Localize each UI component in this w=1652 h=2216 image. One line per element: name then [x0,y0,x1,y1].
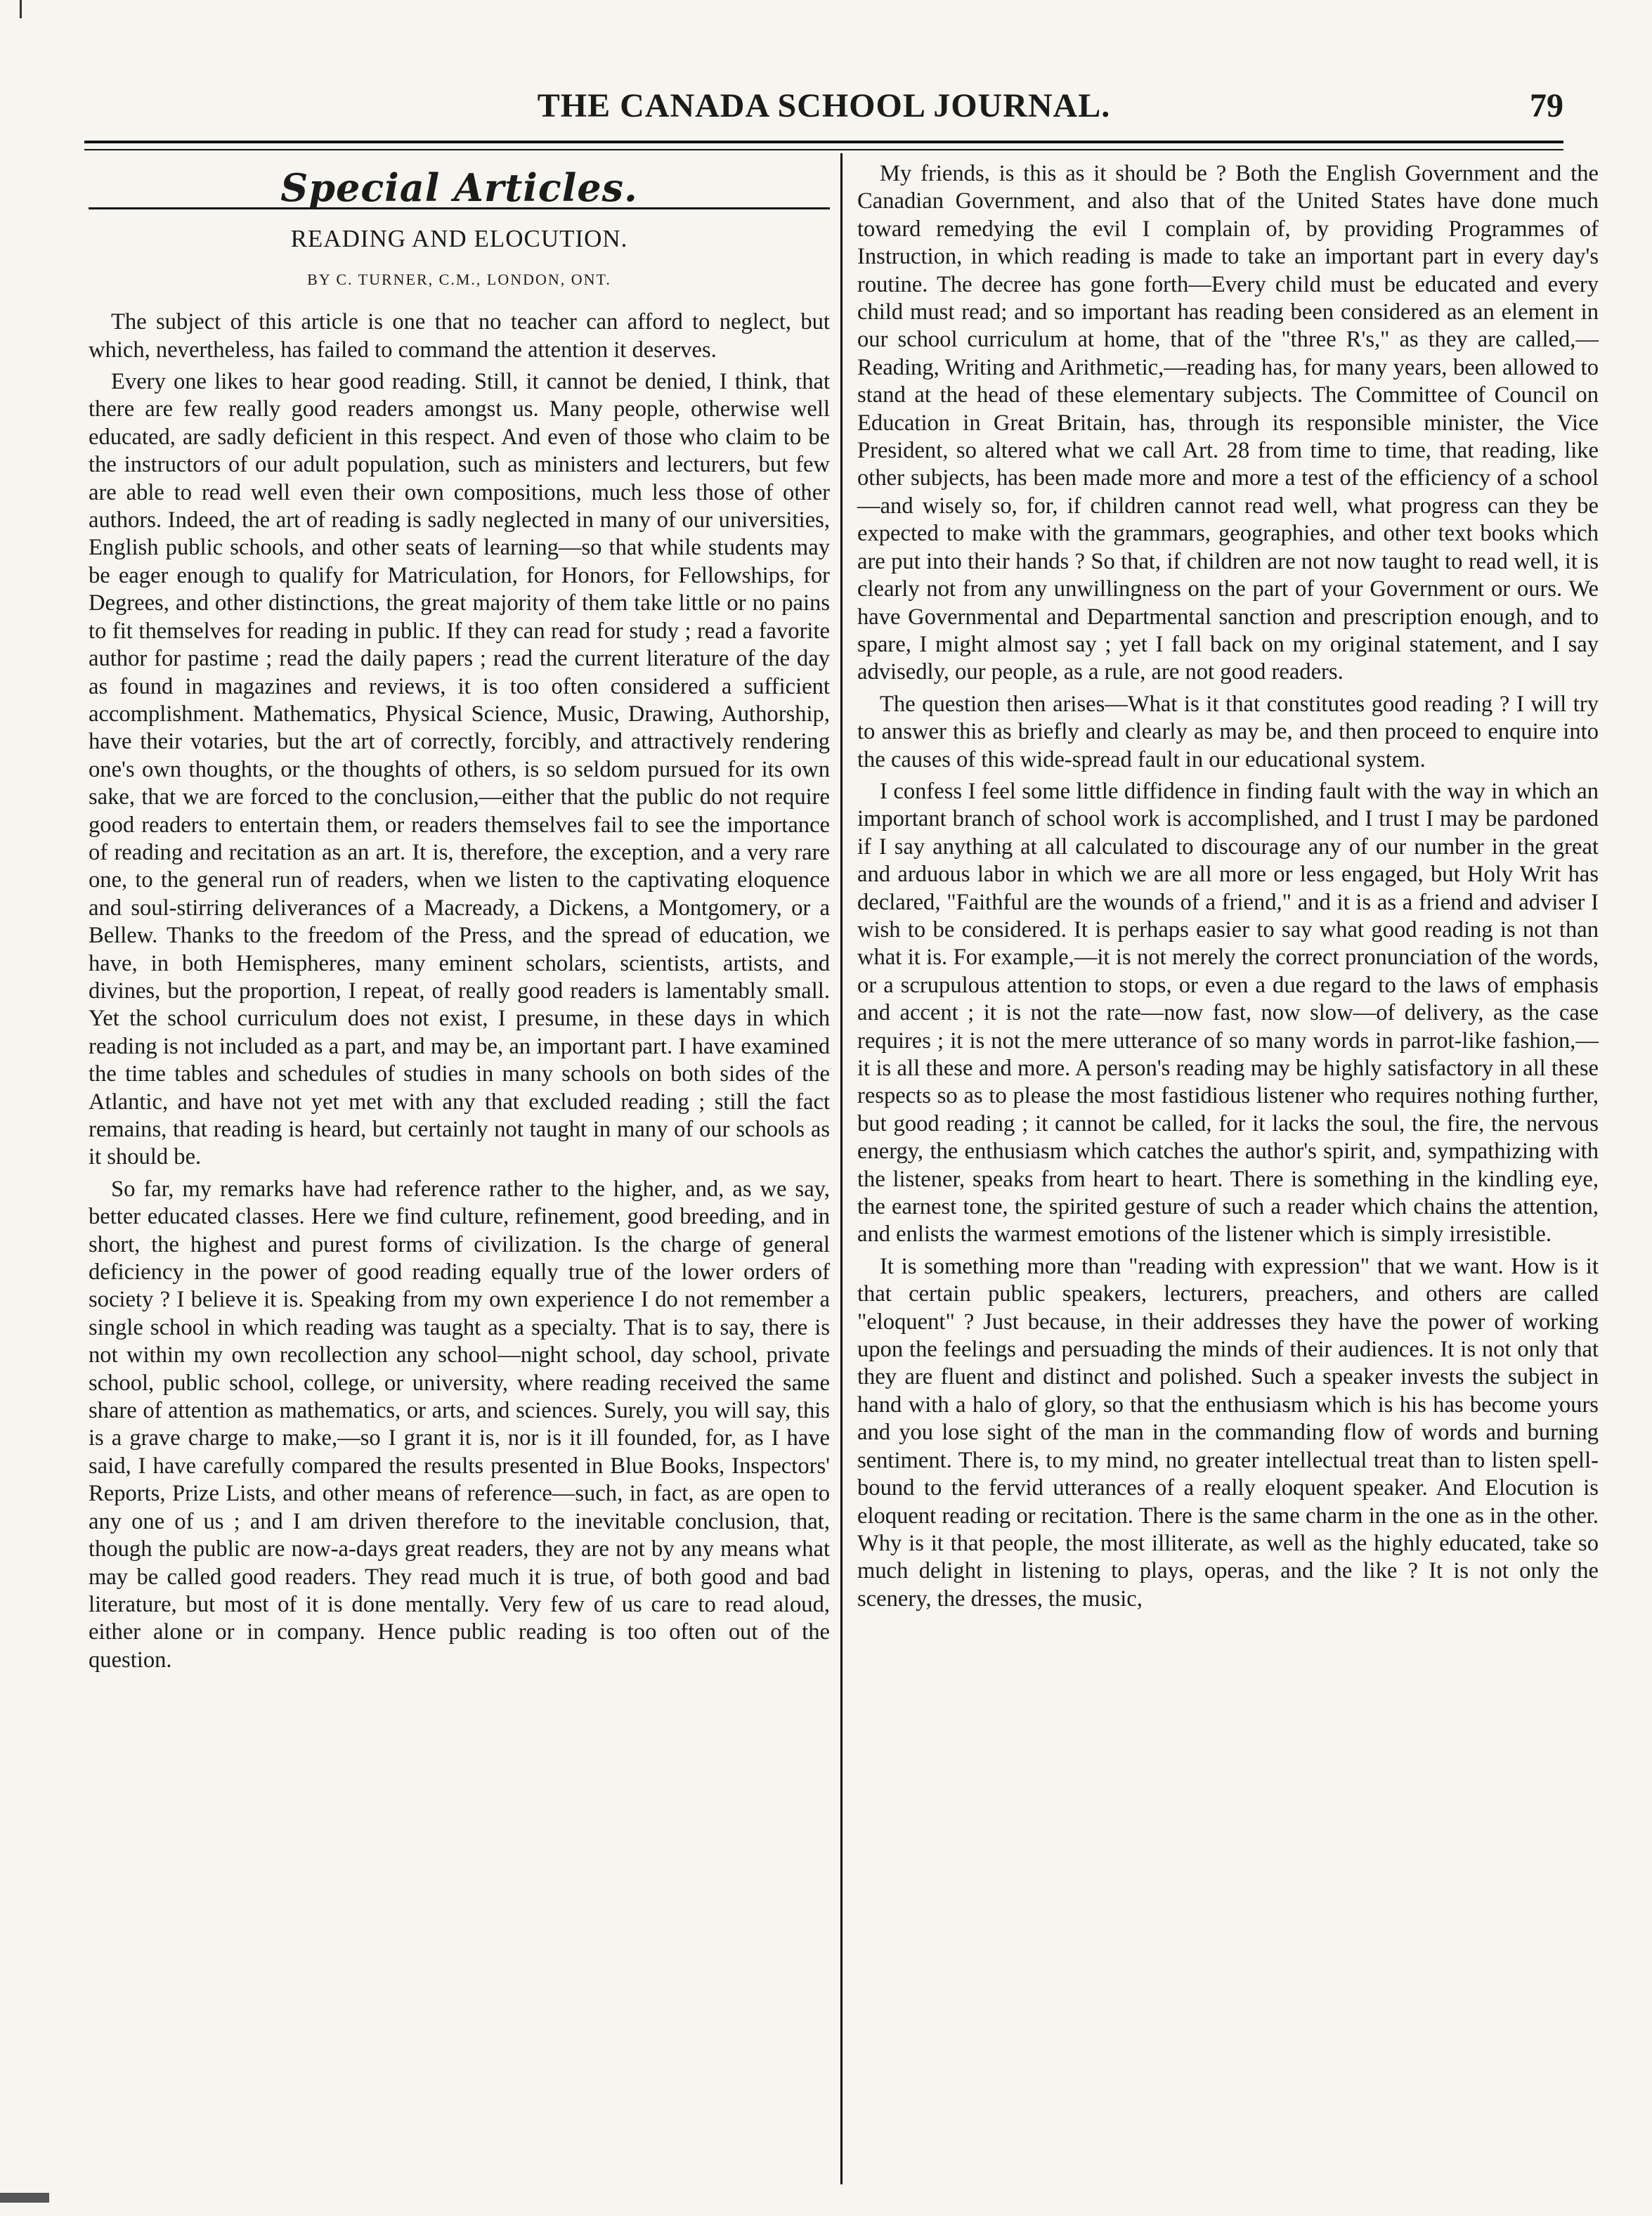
section-title: Special Articles. [280,165,638,210]
paragraph: Every one likes to hear good reading. Still, it cannot be denied, I think, that there are few really good readers amongst us. Many people, otherwise well educated, are sadly deficient in this respect. And even of those who claim to be the instructors of our adult population, such as ministers and lecturers, but few are able to read well even their own compositions, much less those of other authors. Indeed, the art of reading is sadly neglected in many of our universities, English public schools, and other seats of learning—so that while students may be eager enough to qualify for Matriculation, for Honors, for Fellowships, for Degrees, and other distinctions, the great majority of them take little or no pains to fit themselves for reading in public. If they can read for study ; read a favorite author for pastime ; read the daily papers ; read the current literature of the day as found in magazines and reviews, it is too often considered a sufficient accomplishment. Mathematics, Physical Science, Music, Drawing, Authorship, have their votaries, but the art of correctly, forcibly, and attractively rendering one's own thoughts, or the thoughts of others, is so seldom pursued for its own sake, that we are forced to the conclusion,—either that the public do not require good readers to entertain them, or readers themselves fail to see the importance of reading and recitation as an art. It is, therefore, the exception, and a very rare one, to the general run of readers, when we listen to the captivating eloquence and soul-stirring deliverances of a Macready, a Dickens, a Montgomery, or a Bellew. Thanks to the freedom of the Press, and the spread of education, we have, in both Hemispheres, many eminent scholars, scientists, artists, and divines, but the proportion, I repeat, of really good readers is lamentably small. Yet the school curriculum does not exist, I presume, in these days in which reading is not included as a part, and may be, an important part. I have examined the time tables and schedules of studies in many schools on both sides of the Atlantic, and have not yet met with any that excluded reading ; still the fact remains, that reading is heard, but certainly not taught in many of our schools as it should be. [89,369,830,1170]
left-column [89,160,830,1678]
article-title: READING AND ELOCUTION. [290,225,628,253]
page-header [84,76,1563,125]
paragraph: So far, my remarks have had reference rather to the higher, and, as we say, better educated classes. Here we find culture, refinement, good breeding, and in short, the highest and purest forms of civilization. Is the charge of general deficiency in the power of good reading equally true of the lower orders of society ? I believe it is. Speaking from my own experience I do not remember a single school in which reading was taught as a specialty. That is to say, there is not within my own recollection any school—night school, day school, private school, public school, college, or university, where reading received the same share of attention as mathematics, or arts, and sciences. Surely, you will say, this is a grave charge to make,—so I grant it is, nor is it ill founded, for, as I have said, I have carefully compared the results presented in Blue Books, Inspectors' Reports, Prize Lists, and other means of reference—such, in fact, as are open to any one of us ; and I am driven therefore to the inevitable conclusion, that, though the public are now-a-days great readers, they are not by any means what may be called good readers. They read much it is true, of both good and bad literature, but most of it is done mentally. Very few of us care to read aloud, either alone or in company. Hence public reading is too often out of the question. [89,1176,830,1673]
paragraph: The question then arises—What is it that constitutes good reading ? I will try to answer this as briefly and clearly as may be, and then proceed to enquire into the causes of this wide-spread fault in our educational system. [857,691,1599,772]
page-edge-mark [0,2193,49,2203]
article-byline: BY C. TURNER, C.M., LONDON, ONT. [307,270,611,288]
margin-mark [20,0,22,18]
header-rule-thin [84,149,1563,150]
journal-title: THE CANADA SCHOOL JOURNAL. [537,87,1111,124]
paragraph: It is something more than "reading with expression" that we want. How is it that certain public speakers, lecturers, preachers, and others are called "eloquent" ? Just because, in their addresses they have the power of working upon the feelings and persuading the minds of their audiences. It is not only that they are fluent and distinct and polished. Such a speaker invests the subject in hand with a halo of glory, so that the enthusiasm which is his has become yours and you lose sight of the man in the commanding flow of words and burning sentiment. There is, to my mind, no greater intellectual treat than to listen spell-bound to the fervid utterances of a really eloquent speaker. And Elocution is eloquent reading or recitation. There is the same charm in the one as in the other. Why is it that people, the most illiterate, as well as the highly educated, take so much delight in listening to plays, operas, and the like ? It is not only the scenery, the dresses, the music, [857,1253,1599,1612]
header-rule [84,141,1563,143]
right-column [857,160,1599,1617]
column-divider [840,153,843,2184]
paragraph: I confess I feel some little diffidence in finding fault with the way in which an important branch of school work is accomplished, and I trust I may be pardoned if I say anything at all calculated to discourage any of our number in the great and arduous labor in which we are all more or less engaged, but Holy Writ has declared, "Faithful are the wounds of a friend," and it is as a friend and adviser I wish to be considered. It is perhaps easier to say what good reading is not than what it is. For example,—it is not merely the correct pronunciation of the words, or a scrupulous attention to stops, or even a due regard to the laws of emphasis and accent ; it is not the rate—now fast, now slow—of delivery, as the case requires ; it is not the mere utterance of so many words in parrot-like fashion,—it is all these and more. A person's reading may be highly satisfactory in all these respects so as to please the most fastidious listener who requires nothing further, but good reading ; it cannot be called, for it lacks the soul, the fire, the nervous energy, the enthusiasm which catches the author's spirit, and, sympathizing with the listener, speaks from heart to heart. There is something in the kindling eye, the earnest tone, the spirited gesture of such a reader which chains the attention, and enlists the warmest emotions of the listener which is simply irresistible. [857,778,1599,1248]
paragraph: My friends, is this as it should be ? Both the English Government and the Canadian Government, and also that of the United States have done much toward remedying the evil I complain of, by providing Programmes of Instruction, in which reading is made to take an important part in every day's routine. The decree has gone forth—Every child must be educated and every child must read; and so important has reading been considered as an element in our school curriculum at home, that of the "three R's," as they are called,—Reading, Writing and Arithmetic,—reading has, for many years, been allowed to stand at the head of these elementary subjects. The Committee of Council on Education in Great Britain, has, through its responsible minister, the Vice President, so altered what we call Art. 28 from time to time, that reading, like other subjects, has been made more and more a test of the efficiency of a school—and wisely so, for, if children cannot read well, what progress can they be expected to make with the grammars, geographies, and other text books which are put into their hands ? So that, if children are not now taught to read well, it is clearly not from any unwillingness on the part of your Government or ours. We have Governmental and Departmental sanction and prescription enough, and to spare, I might almost say ; yet I fall back on my original statement, and I say advisedly, our people, as a rule, are not good readers. [857,161,1599,685]
page-number: 79 [1530,87,1563,124]
paragraph: The subject of this article is one that no teacher can afford to neglect, but which, nevertheless, has failed to command the attention it deserves. [89,309,830,363]
